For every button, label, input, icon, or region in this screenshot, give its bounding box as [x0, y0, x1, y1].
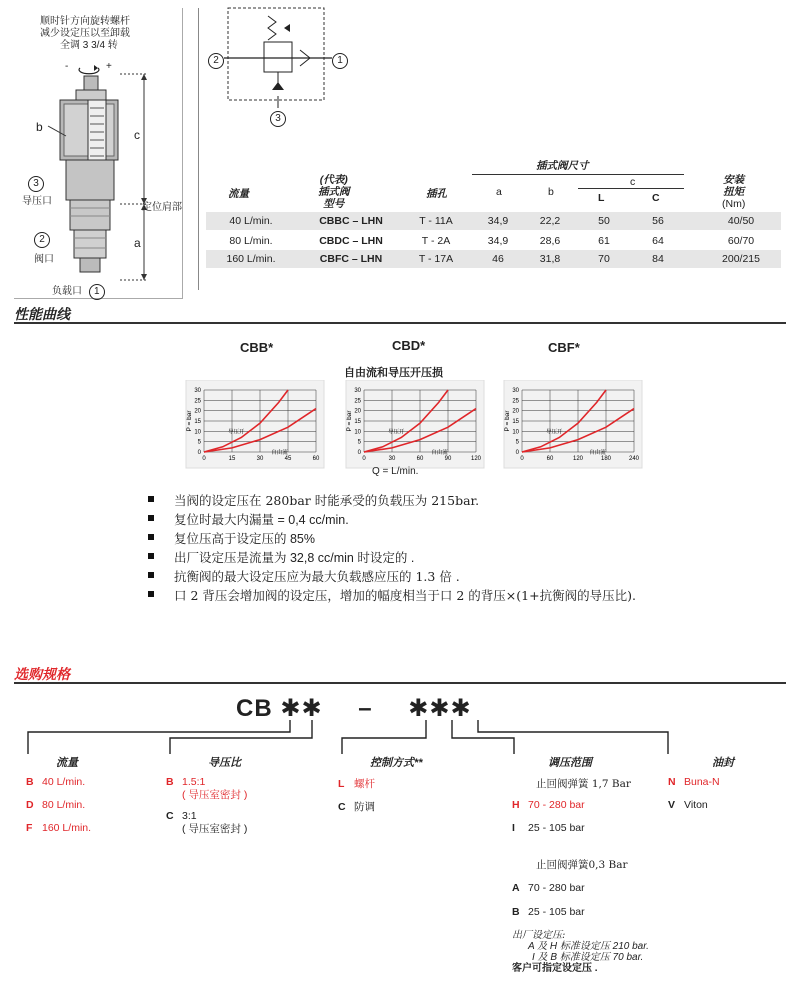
- spec-table: [206, 150, 781, 270]
- seal-option: [668, 799, 708, 811]
- option-key: L: [338, 778, 345, 790]
- code-dash: –: [358, 695, 373, 722]
- x-tick-label: 240: [628, 456, 640, 462]
- y-tick-label: 10: [354, 429, 361, 436]
- range-option: [512, 822, 585, 834]
- cell-flow: 80 L/min.: [229, 235, 273, 247]
- col-pilot-head: 导压比: [208, 757, 241, 769]
- option-key: A: [512, 882, 520, 894]
- ordering-title: 选购规格: [14, 666, 70, 682]
- shoulder-label: 定位肩部: [142, 202, 182, 213]
- option-sub: ( 导压室密封 ): [182, 789, 248, 801]
- cell-a: 34,9: [487, 215, 509, 227]
- range-option: [512, 799, 585, 811]
- cell-cavity: T - 11A: [419, 215, 453, 227]
- chart2-title: CBD*: [392, 338, 426, 353]
- divider-vertical: [198, 8, 199, 290]
- option-text: Buna-N: [684, 776, 720, 788]
- option-key: V: [668, 799, 676, 811]
- label-b: b: [36, 120, 43, 134]
- option-text: 3:1: [182, 810, 197, 822]
- adjust-note-line2: 减少设定压以至卸载: [40, 28, 130, 39]
- y-tick-label: 0: [197, 450, 201, 456]
- th-torque-line3: (Nm): [722, 198, 746, 210]
- cell-torque: 60/70: [727, 235, 755, 247]
- x-tick-label: 45: [284, 456, 292, 462]
- th-torque: [722, 174, 745, 210]
- y-tick-label: 5: [357, 439, 361, 446]
- cell-model: CBDC – LHN: [319, 235, 383, 247]
- port3-callout: [28, 176, 44, 192]
- option-text: 25 - 105 bar: [528, 822, 585, 834]
- y-tick-label: 15: [512, 419, 519, 425]
- port1-number: 1: [89, 284, 105, 300]
- col-flow-head: 流量: [56, 757, 78, 769]
- code-prefix: CB: [236, 695, 273, 722]
- performance-title: 性能曲线: [14, 306, 70, 322]
- option-key: B: [166, 776, 174, 788]
- th-model-line2: 插式阀: [318, 186, 350, 198]
- minus-label: -: [65, 61, 69, 72]
- y-tick-label: 10: [512, 429, 519, 436]
- control-option: [338, 776, 375, 791]
- cell-flow: 160 L/min.: [226, 253, 276, 265]
- cell-a: 46: [492, 253, 504, 265]
- option-text: 螺杆: [354, 778, 375, 790]
- port1-label: 负载口: [52, 286, 82, 297]
- option-sub: ( 导压室密封 ): [182, 823, 248, 835]
- port3-label: 导压口: [22, 196, 52, 207]
- y-tick-label: 0: [357, 450, 361, 456]
- col-control-head: 控制方式**: [370, 757, 423, 769]
- pilot-option: [166, 776, 247, 802]
- series-label: 自由流: [431, 449, 448, 456]
- x-tick-label: 15: [228, 456, 236, 462]
- symbol-port2-number: 2: [208, 53, 224, 69]
- factory-head: 出厂设定压:: [512, 930, 566, 941]
- option-key: B: [26, 776, 34, 788]
- y-tick-label: 0: [515, 450, 519, 456]
- chart-1: [186, 380, 324, 468]
- cell-flow: 40 L/min.: [229, 215, 273, 227]
- th-model: [318, 174, 350, 210]
- th-cavity: 插孔: [426, 188, 447, 200]
- code-star: ✱: [301, 695, 323, 722]
- cell-cavity: T - 2A: [421, 235, 451, 247]
- cell-model: CBFC – LHN: [319, 253, 383, 265]
- option-text: Viton: [684, 799, 708, 811]
- y-tick-label: 5: [197, 439, 201, 446]
- chart3-title: CBF*: [548, 340, 580, 355]
- th-torque-line1: 安装: [723, 174, 745, 186]
- symbol-port2: [208, 50, 224, 69]
- code-connector-lines: [0, 718, 800, 758]
- code-star: ✱: [450, 695, 472, 722]
- th-model-line3: 型号: [323, 198, 345, 210]
- option-text: 40 L/min.: [42, 776, 86, 788]
- y-tick-label: 20: [354, 408, 361, 415]
- chart-bg: [504, 380, 642, 468]
- ordering-rule: [14, 682, 786, 684]
- y-tick-label: 30: [512, 388, 519, 394]
- option-key: N: [668, 776, 676, 788]
- x-tick-label: 180: [600, 456, 612, 462]
- table-row: [206, 250, 781, 268]
- chart-3: [504, 380, 642, 468]
- performance-charts: [168, 380, 648, 478]
- x-tick-label: 60: [416, 456, 424, 462]
- code-star: ✱: [429, 695, 451, 722]
- y-tick-label: 15: [354, 419, 361, 425]
- flow-option: [26, 776, 85, 788]
- th-b: b: [548, 186, 554, 198]
- bullet-text: 复位时最大内漏量 = 0,4 cc/min.: [174, 513, 349, 527]
- cell-L: 61: [598, 235, 610, 247]
- series-label: 导压开: [388, 429, 405, 436]
- y-tick-label: 25: [194, 398, 201, 405]
- y-tick-label: 25: [512, 398, 519, 405]
- table-row: [206, 232, 781, 250]
- y-axis-label: P = bar: [504, 410, 511, 432]
- hydraulic-symbol: [206, 0, 346, 126]
- x-tick-label: 0: [362, 456, 366, 462]
- bullet-text: 口 2 背压会增加阀的设定压，增加的幅度相当于口 2 的背压×(1+抗衡阀的导压比).: [174, 588, 636, 603]
- x-tick-label: 60: [546, 456, 554, 462]
- table-row: [206, 212, 781, 230]
- th-c-rule: [578, 188, 684, 189]
- x-tick-label: 90: [444, 456, 452, 462]
- cell-L: 70: [598, 253, 610, 265]
- cell-C: 56: [652, 215, 664, 227]
- dim-c-label: c: [134, 128, 140, 142]
- th-C: C: [652, 192, 660, 204]
- chart-bg: [186, 380, 324, 468]
- bullet-text: 出厂设定压是流量为 32,8 cc/min 时设定的 .: [174, 551, 415, 565]
- performance-rule: [14, 322, 786, 324]
- th-c: c: [630, 176, 636, 188]
- option-key: F: [26, 822, 33, 834]
- option-text: 70 - 280 bar: [528, 882, 585, 894]
- bullet-text: 当阀的设定压在 280bar 时能承受的负载压为 215bar.: [174, 493, 480, 508]
- range-group1-label: 止回阀弹簧 1,7 Bar: [536, 778, 631, 790]
- option-key: D: [26, 799, 34, 811]
- option-key: I: [512, 822, 515, 834]
- x-tick-label: 120: [572, 456, 584, 462]
- y-tick-label: 15: [194, 419, 201, 425]
- adjust-note-line1: 顺时针方向旋转螺杆: [40, 16, 130, 27]
- port1-callout: [52, 282, 105, 300]
- y-tick-label: 30: [354, 388, 361, 394]
- cell-torque: 200/215: [722, 253, 760, 265]
- chart-group-title: 自由流和导压开压损: [344, 367, 443, 379]
- cell-cavity: T - 17A: [418, 253, 454, 265]
- y-axis-label: P = bar: [186, 410, 193, 432]
- cell-a: 34,9: [487, 235, 509, 247]
- range-option: [512, 906, 585, 918]
- series-label: 导压开: [228, 429, 245, 436]
- x-tick-label: 30: [256, 456, 264, 462]
- option-text: 1.5:1: [182, 776, 206, 788]
- th-L: L: [598, 192, 605, 204]
- y-tick-label: 20: [194, 408, 201, 415]
- option-key: C: [166, 810, 174, 822]
- factory-line1: A 及 H 标准设定压 210 bar.: [528, 941, 649, 952]
- flow-option: [26, 799, 85, 811]
- adjust-note-line3: 全调 3 3/4 转: [60, 40, 118, 51]
- seal-option: [668, 776, 720, 788]
- x-tick-label: 120: [470, 456, 482, 462]
- th-flow: 流量: [228, 188, 249, 200]
- flow-option: [26, 822, 91, 834]
- range-group2-label: 止回阀弹簧0,3 Bar: [536, 859, 628, 871]
- series-label: 导压开: [546, 429, 563, 436]
- option-key: C: [338, 801, 346, 813]
- th-torque-line2: 扭矩: [723, 186, 745, 198]
- y-tick-label: 5: [515, 439, 519, 446]
- option-text: 25 - 105 bar: [528, 906, 585, 918]
- y-tick-label: 10: [194, 429, 201, 436]
- y-tick-label: 25: [354, 398, 361, 405]
- cell-b: 28,6: [539, 235, 561, 247]
- port2-callout: [34, 232, 50, 248]
- col-seal-head: 油封: [712, 757, 734, 769]
- x-tick-label: 30: [388, 456, 396, 462]
- cell-L: 50: [598, 215, 610, 227]
- chart-2: [346, 380, 484, 468]
- y-tick-label: 30: [194, 388, 201, 394]
- series-label: 自由流: [271, 449, 288, 456]
- y-axis-label: P = bar: [346, 410, 353, 432]
- series-label: 自由流: [589, 449, 606, 456]
- code-star: ✱: [280, 695, 302, 722]
- control-option: [338, 799, 375, 814]
- pilot-option: [166, 810, 247, 836]
- chart1-title: CBB*: [240, 340, 274, 355]
- th-model-line1: (代表): [319, 174, 348, 186]
- option-text: 防调: [354, 801, 375, 813]
- x-tick-label: 0: [202, 456, 206, 462]
- x-tick-label: 0: [520, 456, 524, 462]
- cell-b: 22,2: [539, 215, 561, 227]
- plus-label: +: [106, 61, 112, 72]
- port2-number: 2: [34, 232, 50, 248]
- symbol-port3-number: 3: [270, 111, 286, 127]
- th-size-rule: [472, 174, 684, 175]
- range-option: [512, 882, 585, 894]
- chart-bg: [346, 380, 484, 468]
- cell-C: 84: [652, 253, 664, 265]
- port3-number: 3: [28, 176, 44, 192]
- factory-setting-note: [512, 930, 649, 974]
- factory-line2: I 及 B 标准设定压 70 bar.: [532, 952, 644, 963]
- dim-a-label: a: [134, 236, 141, 250]
- option-key: H: [512, 799, 520, 811]
- y-tick-label: 20: [512, 408, 519, 415]
- x-tick-label: 60: [312, 456, 320, 462]
- symbol-port3: [270, 108, 286, 127]
- factory-line3: 客户可指定设定压 .: [512, 963, 598, 974]
- cell-C: 64: [652, 235, 664, 247]
- symbol-port1: [332, 50, 348, 69]
- option-text: 70 - 280 bar: [528, 799, 585, 811]
- cell-b: 31,8: [539, 253, 561, 265]
- symbol-port1-number: 1: [332, 53, 348, 69]
- bullet-text: 复位压高于设定压的 85%: [174, 532, 315, 546]
- col-range-head: 调压范围: [548, 757, 592, 769]
- bullet-text: 抗衡阀的最大设定压应为最大负载感应压的 1.3 倍 .: [174, 569, 460, 584]
- port2-label: 阀口: [34, 254, 54, 265]
- cell-torque: 40/50: [727, 215, 755, 227]
- cell-model: CBBC – LHN: [319, 215, 383, 227]
- code-star: ✱: [408, 695, 430, 722]
- option-key: B: [512, 906, 520, 918]
- option-text: 160 L/min.: [42, 822, 92, 834]
- valve-section-panel: [14, 8, 183, 299]
- th-size-group: 插式阀尺寸: [536, 160, 589, 172]
- option-text: 80 L/min.: [42, 799, 86, 811]
- th-a: a: [496, 186, 502, 198]
- chart-xlabel: Q = L/min.: [372, 466, 419, 477]
